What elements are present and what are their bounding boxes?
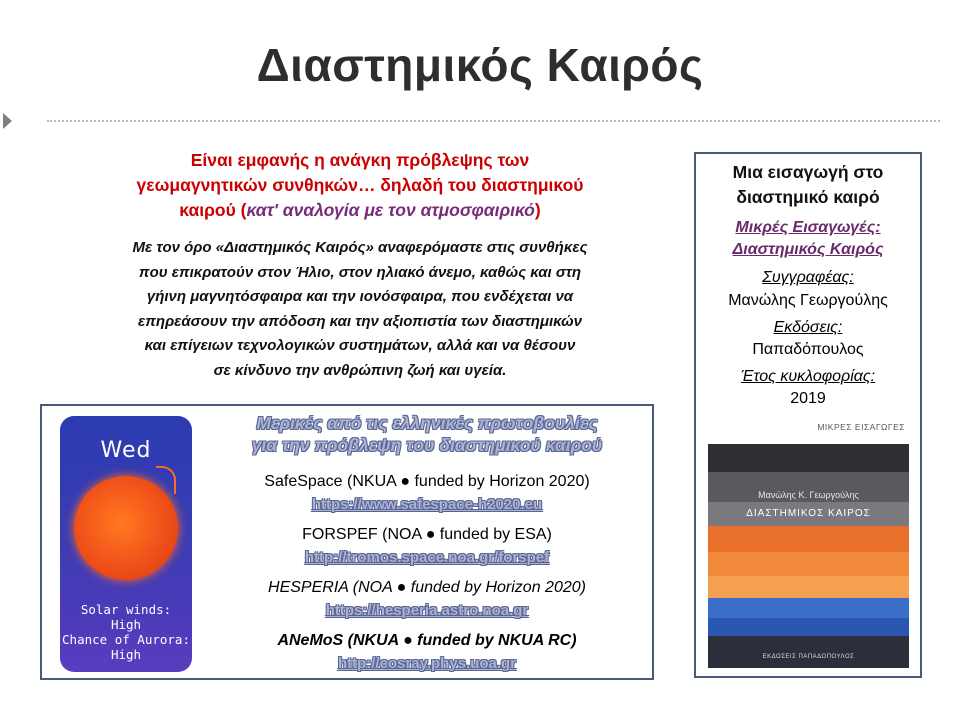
initiative-link-safespace[interactable]: https://www.safespace-h2020.eu [311, 496, 543, 513]
initiatives-heading-line-1: Μερικές από τις ελληνικές πρωτοβουλίες [256, 413, 598, 433]
cover-stripe [708, 576, 909, 598]
initiatives-box [40, 404, 654, 680]
book-publisher-label: Εκδόσεις: [773, 319, 843, 336]
cover-stripe [708, 618, 909, 636]
cover-stripe [708, 526, 909, 552]
book-series-line-2: Διαστημικός Καιρός [732, 241, 884, 258]
initiative-link-hesperia[interactable]: https://hesperia.astro.noa.gr [325, 602, 529, 619]
book-year: 2019 [790, 390, 826, 407]
book-cover [708, 422, 909, 668]
book-series-line-1: Μικρές Εισαγωγές: [735, 219, 881, 236]
intro-headline [40, 148, 680, 223]
headline-italic: κατ' αναλογία με τον ατμοσφαιρικό [246, 200, 535, 220]
widget-solar-winds-value: High [110, 617, 142, 632]
book-author-label: Συγγραφέας: [762, 269, 854, 286]
initiatives-heading-line-2: για την πρόβλεψη του διαστημικού καιρού [251, 435, 603, 455]
headline-part-3b: ) [534, 200, 541, 220]
initiative-name-anemos: ANeMoS (NKUA ● funded by NKUA RC) [277, 632, 577, 649]
solar-flare-icon [156, 466, 176, 494]
initiative-link-anemos[interactable]: http://cosray.phys.uoa.gr [337, 655, 517, 672]
headline-line-3 [40, 198, 680, 223]
book-box [694, 152, 922, 678]
book-title-line-1: Μια εισαγωγή στο [732, 162, 884, 182]
headline-part-3a: καιρού ( [179, 200, 247, 220]
book-publisher: Παπαδόπουλος [752, 341, 864, 358]
headline-line-2: γεωμαγνητικών συνθηκών… δηλαδή του διαστημικού [136, 175, 584, 195]
title-divider [47, 120, 940, 122]
cover-publisher: ΕΚΔΟΣΕΙΣ ΠΑΠΑΔΟΠΟΥΛΟΣ [762, 654, 855, 660]
body-line: και επίγειων τεχνολογικών συστημάτων, αλλά και να θέσουν [144, 337, 576, 354]
book-title [696, 160, 920, 210]
initiative-name-hesperia: HESPERIA (NOA ● funded by Horizon 2020) [268, 579, 586, 596]
book-title-line-2: διαστημικό καιρό [736, 187, 880, 207]
widget-day: Wed [100, 438, 152, 463]
cover-title: ΔΙΑΣΤΗΜΙΚΟΣ ΚΑΙΡΟΣ [746, 508, 871, 519]
initiative-name-safespace: SafeSpace (NKUA ● funded by Horizon 2020) [264, 473, 590, 490]
widget-aurora-value: High [110, 647, 142, 662]
body-line: Με τον όρο «Διαστημικός Καιρός» αναφερόμαστε στις συνθήκες [132, 239, 588, 256]
cover-series: ΜΙΚΡΕΣ ΕΙΣΑΓΩΓΕΣ [817, 422, 905, 432]
bullet-arrow-icon [3, 113, 12, 129]
widget-aurora-label: Chance of Aurora: [62, 632, 190, 647]
initiative-link-forspef[interactable]: http://tromos.space.noa.gr/forspef [304, 549, 550, 566]
body-line: που επικρατούν στον Ήλιο, στον ηλιακό άνεμο, καθώς και στη [138, 263, 582, 281]
cover-stripe [708, 598, 909, 618]
widget-solar-winds-label: Solar winds: [80, 602, 172, 617]
cover-stripe [708, 552, 909, 576]
intro-body [40, 236, 680, 383]
body-line: σε κίνδυνο την ανθρώπινη ζωή και υγεία. [213, 361, 507, 379]
book-year-label: Έτος κυκλοφορίας: [740, 368, 876, 385]
body-line: επηρεάσουν την απόδοση και την αξιοπιστία των διαστημικών [138, 312, 582, 330]
cover-top-band [708, 422, 909, 444]
body-line: γήινη μαγνητόσφαιρα και την ιονόσφαιρα, που ενδέχεται να [146, 288, 574, 305]
headline-line-1: Είναι εμφανής η ανάγκη πρόβλεψης των [190, 150, 530, 170]
book-author: Μανώλης Γεωργούλης [728, 292, 888, 309]
initiative-name-forspef: FORSPEF (NOA ● funded by ESA) [302, 526, 552, 543]
space-weather-widget [60, 416, 192, 672]
cover-stripe [708, 636, 909, 668]
cover-author: Μανώλης Κ. Γεωργούλης [758, 490, 859, 500]
initiatives-heading [207, 412, 647, 456]
slide-title: Διαστημικός Καιρός [256, 39, 704, 91]
